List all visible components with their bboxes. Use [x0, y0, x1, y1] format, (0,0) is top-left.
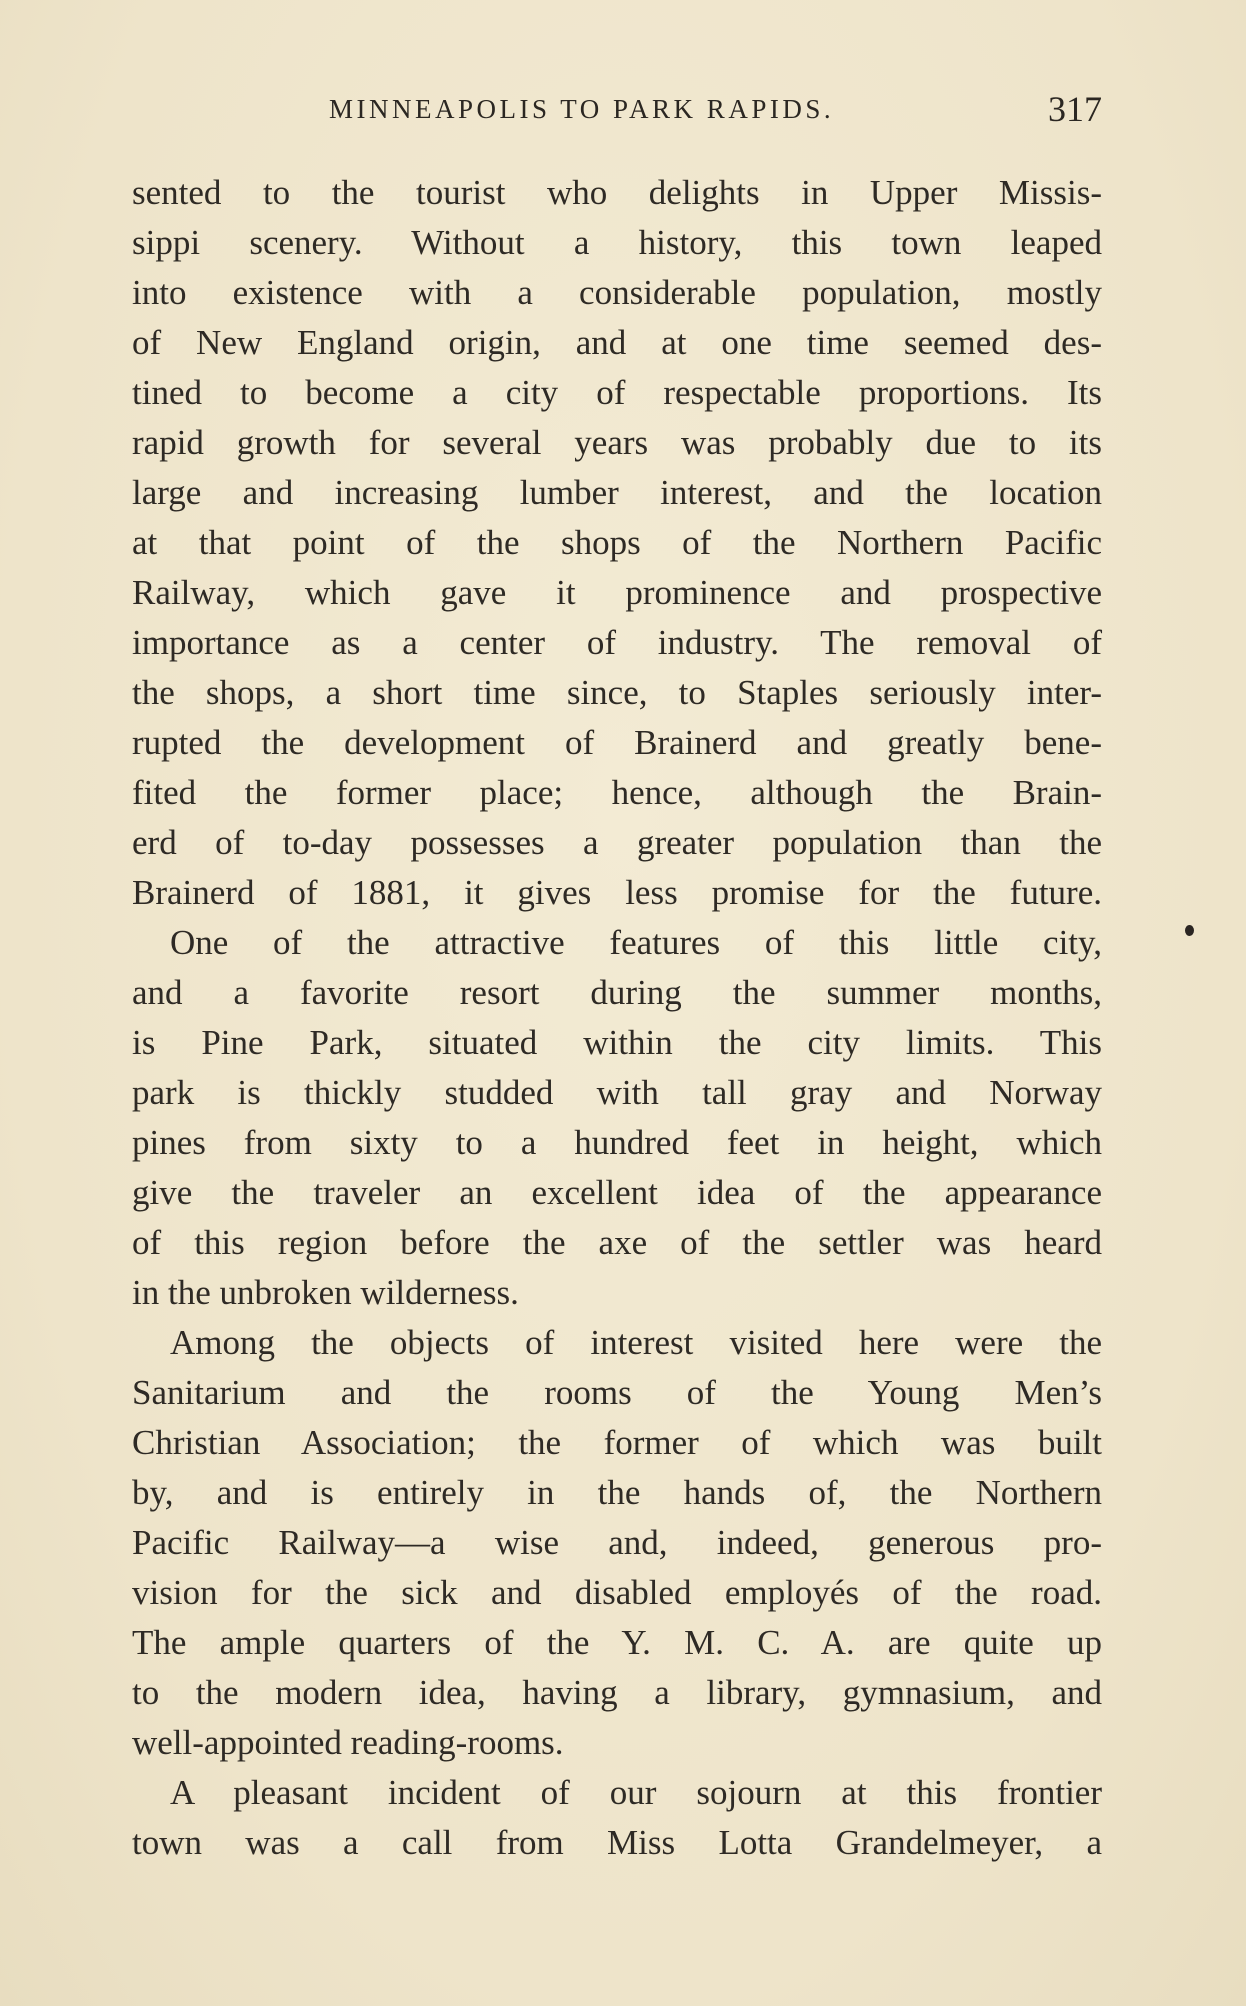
- body-text: [132, 168, 1102, 1868]
- text-line: the shops, a short time since, to Staples seriously inter-: [132, 673, 1102, 712]
- text-line: rapid growth for several years was probably due to its: [132, 423, 1102, 462]
- text-line: by, and is entirely in the hands of, the Northern: [132, 1473, 1102, 1512]
- text-line: Brainerd of 1881, it gives less promise for the future.: [132, 873, 1102, 912]
- page-number: 317: [1048, 89, 1102, 129]
- text-line: in the unbroken wilderness.: [132, 1273, 519, 1312]
- text-line: Railway, which gave it prominence and prospective: [132, 573, 1102, 612]
- text-line: to the modern idea, having a library, gymnasium, and: [132, 1673, 1102, 1712]
- text-line: into existence with a considerable population, mostly: [132, 273, 1102, 312]
- ink-speck: [1185, 925, 1194, 936]
- text-line: town was a call from Miss Lotta Grandelmeyer, a: [132, 1823, 1102, 1862]
- text-line: of New England origin, and at one time seemed des-: [132, 323, 1102, 362]
- text-line: Christian Association; the former of which was built: [132, 1423, 1102, 1462]
- paragraph-start-line: One of the attractive features of this little city,: [170, 923, 1102, 962]
- paragraph-start-line: A pleasant incident of our sojourn at this frontier: [170, 1773, 1102, 1812]
- text-line: at that point of the shops of the Northern Pacific: [132, 523, 1102, 562]
- text-line: erd of to-day possesses a greater population than the: [132, 823, 1102, 862]
- page-header: [132, 88, 1102, 132]
- text-line: vision for the sick and disabled employés of the road.: [132, 1573, 1102, 1612]
- text-line: fited the former place; hence, although the Brain-: [132, 773, 1102, 812]
- text-line: sented to the tourist who delights in Upper Missis-: [132, 173, 1102, 212]
- text-line: rupted the development of Brainerd and greatly bene-: [132, 723, 1102, 762]
- running-head: MINNEAPOLIS TO PARK RAPIDS.: [329, 94, 835, 124]
- text-line: is Pine Park, situated within the city limits. This: [132, 1023, 1102, 1062]
- paragraph-start-line: Among the objects of interest visited here were the: [170, 1323, 1102, 1362]
- text-line: importance as a center of industry. The removal of: [132, 623, 1102, 662]
- text-line: tined to become a city of respectable proportions. Its: [132, 373, 1102, 412]
- text-line: well-appointed reading-rooms.: [132, 1723, 564, 1762]
- text-line: give the traveler an excellent idea of the appearance: [132, 1173, 1102, 1212]
- text-line: park is thickly studded with tall gray and Norway: [132, 1073, 1102, 1112]
- text-line: and a favorite resort during the summer months,: [132, 973, 1102, 1012]
- text-line: sippi scenery. Without a history, this town leaped: [132, 223, 1102, 262]
- text-line: Sanitarium and the rooms of the Young Men’s: [132, 1373, 1102, 1412]
- text-line: pines from sixty to a hundred feet in height, which: [132, 1123, 1102, 1162]
- text-line: large and increasing lumber interest, and the location: [132, 473, 1102, 512]
- text-line: Pacific Railway—a wise and, indeed, generous pro-: [132, 1523, 1102, 1562]
- text-line: The ample quarters of the Y. M. C. A. are quite up: [132, 1623, 1102, 1662]
- text-line: of this region before the axe of the settler was heard: [132, 1223, 1102, 1262]
